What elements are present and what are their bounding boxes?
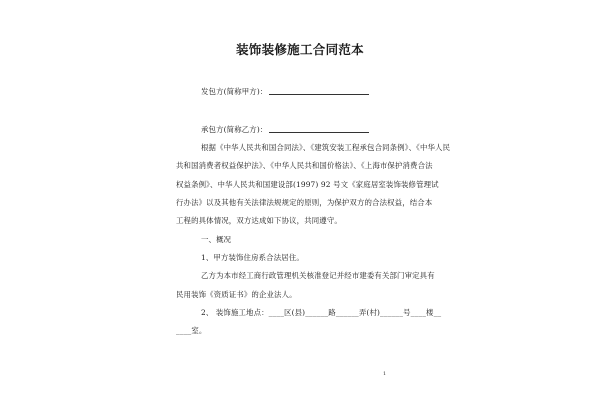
preamble-line: 工程的具体情况，双方达成如下协议，共同遵守。 [176, 216, 342, 225]
preamble-line: 共和国消费者权益保护法》、《中华人民共和国价格法》、《上海市保护消费合法 [176, 161, 433, 170]
preamble-line: 根据《中华人民共和国合同法》、《建筑安装工程承包合同条例》、《中华人民 [201, 143, 451, 152]
party-b-line [201, 125, 369, 134]
party-b-blank [269, 125, 369, 133]
party-a-label: 发包方(简称甲方)： [201, 87, 268, 96]
item-1-detail-line: 乙方为本市经工商行政管理机关核准登记并经市建委有关部门审定具有 [201, 271, 435, 280]
document-title: 装饰装修施工合同范本 [235, 42, 364, 57]
item-1-detail-line: 民用装饰《资质证书》的企业法人。 [176, 290, 297, 299]
party-a-line [201, 87, 369, 96]
party-a-blank [269, 87, 369, 95]
page-number: 1 [383, 371, 387, 377]
item-2-line: 2、 装饰施工地点：____区(县)______路______弄(村)______号____楼__ [201, 308, 442, 317]
preamble-line: 权益条例》、中华人民共和国建设部(1997) 92 号文《家庭居室装饰装修管理试 [176, 180, 439, 189]
preamble-line: 行办法》以及其他有关法律法规规定的原则，为保护双方的合法权益，结合本 [176, 198, 433, 207]
item-1: 1、甲方装饰住房系合法居住。 [201, 253, 304, 262]
item-2-line: ____室。 [176, 326, 207, 335]
party-b-label: 承包方(简称乙方)： [201, 125, 268, 134]
section-heading: 一、概况 [201, 235, 232, 244]
